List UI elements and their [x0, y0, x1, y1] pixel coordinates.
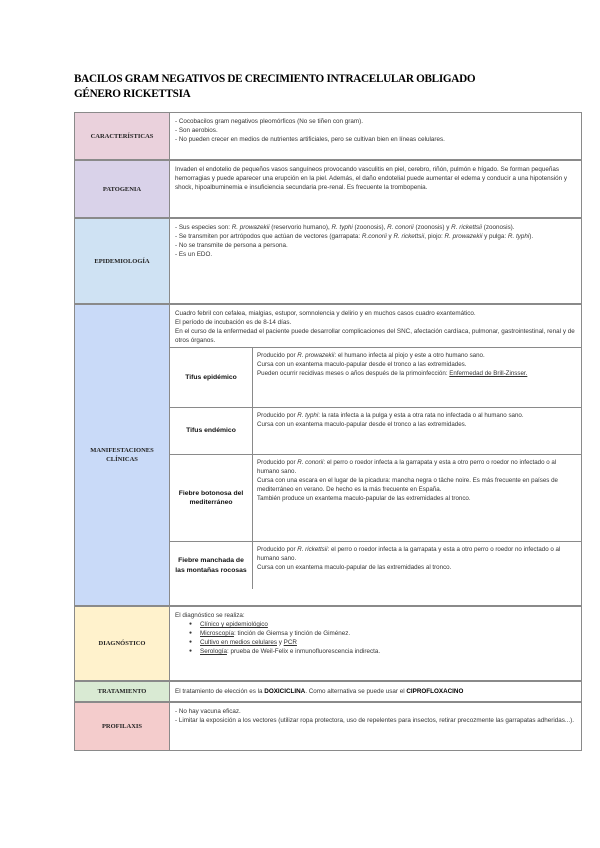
disease-row	[170, 541, 581, 589]
disease-description: Producido por R. rickettsii: el perro o roedor infecta a la garrapata y esta a otro perro o roedor no infectado o al humano sano. Cursa con un exantema maculo-papular de las extremidades al tronco.	[257, 546, 561, 571]
content-patogenia	[170, 161, 581, 217]
list-item: ● Clínico y epidemiológico	[200, 620, 576, 629]
label-diagnostico: DIAGNÓSTICO	[75, 607, 170, 680]
disease-row	[170, 407, 581, 454]
text-line: - Cocobacilos gram negativos pleomórficos (No se tiñen con gram).	[175, 118, 363, 125]
content-diagnostico	[170, 607, 581, 680]
disease-description: Producido por R. conorii: el perro o roedor infecta a la garrapata y esta a otro perro o roedor no infectado o al humano sano. Cursa con una escara en el lugar de la picadura: mancha negra o tâche noire. Es más frecuente en países de mediterráneo en verano. De hecho es la más frecuente en España. También produce un exantema maculo-papular de las extremidades al tronco.	[257, 459, 558, 502]
text-paragraph: - Sus especies son: R. prowazekii (reservorio humano), R. typhi (zoonosis), R. conorii (zoonosis) y R. rickettsii (zoonosis).	[175, 224, 515, 231]
row-tratamiento	[74, 681, 582, 702]
text-line: En el curso de la enfermedad el paciente puede desarrollar complicaciones del SNC, afectación cardíaca, pulmonar, gastrointestinal, renal y de otros órganos.	[175, 328, 575, 344]
text-line: - No pueden crecer en medios de nutrientes artificiales, pero se cultivan bien en líneas celulares.	[175, 136, 445, 143]
content-tratamiento	[170, 682, 581, 701]
label-patogenia: PATOGENIA	[75, 161, 170, 217]
text-line: - Es un EDO.	[175, 251, 213, 258]
row-caracteristicas	[74, 112, 582, 160]
title-line-1: BACILOS GRAM NEGATIVOS DE CRECIMIENTO INTRACELULAR OBLIGADO	[74, 73, 476, 85]
text-line: El período de incubación es de 8-14 días.	[175, 319, 292, 326]
label-profilaxis: PROFILAXIS	[75, 703, 170, 750]
disease-row	[170, 454, 581, 541]
content-manifestaciones	[170, 305, 581, 605]
text-paragraph: - Se transmiten por artrópodos que actúan de vectores (garrapata: R.conorii y R. rickettsii, piojo: R. prowazekii y pulga: R. typhi).	[175, 233, 534, 240]
text-line: - No se transmite de persona a persona.	[175, 242, 288, 249]
label-manifestaciones: MANIFESTACIONES CLÍNICAS	[75, 305, 170, 605]
text-paragraph: Invaden el endotelio de pequeños vasos sanguíneos provocando vasculitis en piel, cerebro, riñón, pulmón e hígado. Se forman pequeñas hemorragias y puede aparecer una erupción en la piel. Además, el daño endotelial puede aumentar el edema y conducir a una hipotensión y shock, hipoalbuminemia e insuficiencia secundaria pre-renal. Es frecuente la trombopenia.	[175, 166, 568, 191]
label-tratamiento: TRATAMIENTO	[75, 682, 170, 701]
row-manifestaciones	[74, 304, 582, 606]
content-epidemiologia	[170, 219, 581, 303]
text-line: - Son aerobios.	[175, 127, 218, 134]
content-profilaxis	[170, 703, 581, 750]
text-line: - No hay vacuna eficaz.	[175, 708, 241, 715]
row-diagnostico	[74, 606, 582, 681]
label-epidemiologia: EPIDEMIOLOGÍA	[75, 219, 170, 303]
row-patogenia	[74, 160, 582, 218]
disease-description: Producido por R. prowazekii: el humano infecta al piojo y este a otro humano sano. Cursa con un exantema maculo-papular desde el tronco a las extremidades. Pueden ocurrir recidivas meses o años después de la primoinfección: Enfermedad de Brill-Zinsser.	[257, 352, 528, 377]
row-epidemiologia	[74, 218, 582, 304]
disease-name: Tifus endémico	[170, 408, 253, 454]
disease-name: Tifus epidémico	[170, 348, 253, 407]
text-line: El diagnóstico se realiza:	[175, 612, 245, 619]
title-line-2: GÉNERO RICKETTSIA	[74, 87, 191, 100]
row-profilaxis	[74, 702, 582, 751]
text-line: - Limitar la exposición a los vectores (utilizar ropa protectora, uso de repelentes para insectos, retirar precozmente las garrapatas adheridas...).	[175, 717, 574, 724]
disease-row	[170, 348, 581, 407]
diagnostic-list	[175, 620, 576, 656]
list-item: ● Serología: prueba de Weil-Felix e inmunofluorescencia indirecta.	[200, 647, 576, 656]
disease-name: Fiebre botonosa del mediterráneo	[170, 455, 253, 541]
label-caracteristicas: CARACTERÍSTICAS	[75, 113, 170, 159]
text-line: El tratamiento de elección es la DOXICICLINA. Como alternativa se puede usar el CIPROFLOXACINO	[175, 688, 464, 695]
content-caracteristicas	[170, 113, 581, 159]
diseases-subtable	[170, 347, 581, 589]
list-item: ● Cultivo en medios celulares y PCR	[200, 638, 576, 647]
text-line: Cuadro febril con cefalea, mialgias, estupor, somnolencia y delirio y en muchos casos cuadro exantemático.	[175, 310, 476, 317]
document-title	[74, 72, 475, 101]
disease-description: Producido por R. typhi: la rata infecta a la pulga y esta a otra rata no infectada o al humano sano. Cursa con un exantema maculo-papular desde el tronco a las extremidades.	[257, 412, 524, 428]
list-item: ● Microscopía: tinción de Giemsa y tinción de Giménez.	[200, 629, 576, 638]
disease-name: Fiebre manchada de las montañas rocosas	[170, 542, 253, 589]
